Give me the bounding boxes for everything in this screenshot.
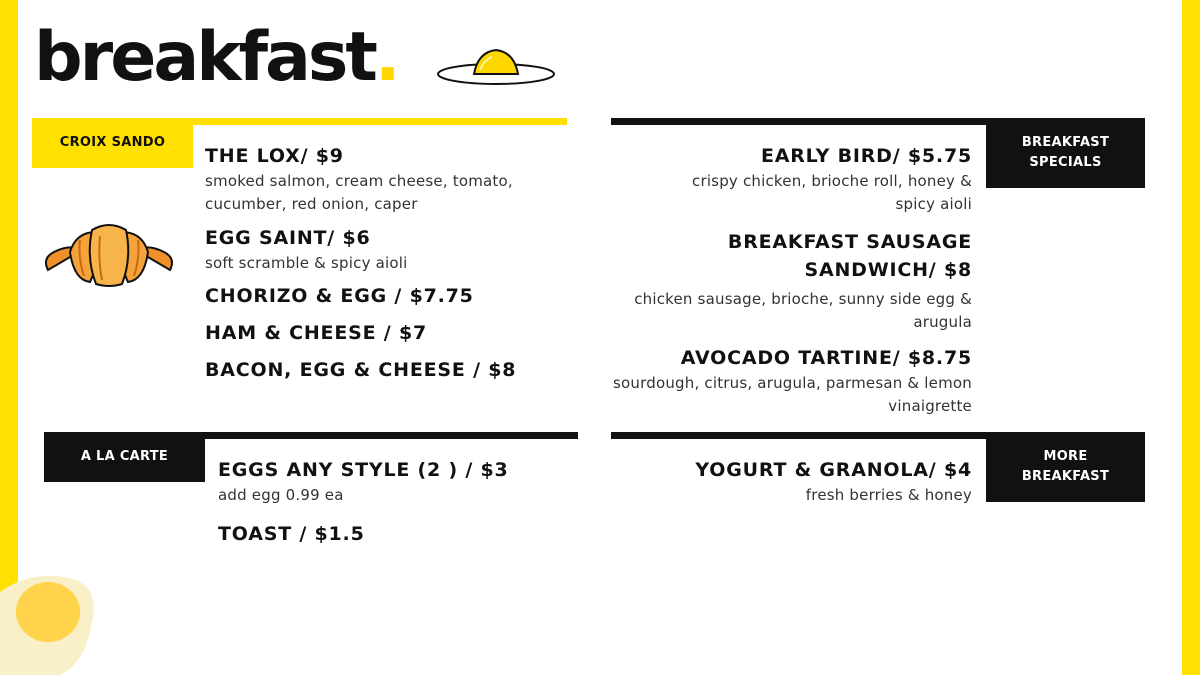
menu-item-ham-cheese: [205, 319, 565, 347]
item-description: fresh berries & honey: [805, 486, 972, 504]
menu-item-bacon-egg-cheese: [205, 356, 565, 384]
item-description: add egg 0.99 ea: [218, 486, 344, 504]
item-name: YOGURT & GRANOLA/ $4: [695, 459, 972, 481]
item-description: smoked salmon, cream cheese, tomato, cucumber, red onion, caper: [205, 172, 513, 213]
item-description: crispy chicken, brioche roll, honey & spicy aioli: [692, 172, 972, 213]
item-name: HAM & CHEESE / $7: [205, 322, 427, 344]
item-name: AVOCADO TARTINE/ $8.75: [680, 347, 972, 369]
label-line: BREAKFAST: [1021, 469, 1110, 484]
menu-item-egg-saint: [205, 224, 565, 275]
menu-item-early-bird: [611, 142, 972, 216]
menu-item-eggs-any-style: [218, 456, 578, 507]
item-name: EGG SAINT/ $6: [205, 227, 371, 249]
croix-sando-label: CROIX SANDO: [32, 118, 193, 168]
item-name: SANDWICH/ $8: [804, 259, 972, 281]
more-breakfast-label: [986, 432, 1145, 502]
item-name: TOAST / $1.5: [218, 523, 365, 545]
menu-item-breakfast-sausage-sandwich: [611, 228, 972, 334]
label-line: BREAKFAST: [1021, 135, 1110, 150]
title-text: breakfast: [34, 18, 375, 97]
croissant-icon: [40, 222, 178, 292]
fried-egg-icon: [436, 44, 558, 86]
label-line: MORE: [1043, 449, 1088, 464]
item-description: sourdough, citrus, arugula, parmesan & lemon vinaigrette: [613, 374, 972, 415]
menu-item-the-lox: [205, 142, 565, 216]
item-description: soft scramble & spicy aioli: [205, 254, 408, 272]
item-name: BREAKFAST SAUSAGE: [727, 231, 972, 253]
item-name: THE LOX/ $9: [205, 145, 344, 167]
breakfast-specials-label: [986, 118, 1145, 188]
menu-item-toast: [218, 520, 578, 548]
egg-corner-decoration: [0, 572, 100, 675]
item-name: CHORIZO & EGG / $7.75: [205, 285, 474, 307]
item-description: chicken sausage, brioche, sunny side egg & arugula: [634, 290, 972, 331]
page-title: [34, 14, 398, 102]
right-accent-bar: [1182, 0, 1200, 675]
item-name: EGGS ANY STYLE (2 ) / $3: [218, 459, 509, 481]
a-la-carte-label: A LA CARTE: [44, 432, 205, 482]
title-dot: .: [374, 18, 398, 97]
label-line: SPECIALS: [1029, 155, 1102, 170]
menu-item-chorizo-egg: [205, 282, 565, 310]
item-name: EARLY BIRD/ $5.75: [760, 145, 972, 167]
item-name: BACON, EGG & CHEESE / $8: [205, 359, 517, 381]
menu-item-avocado-tartine: [611, 344, 972, 418]
menu-item-yogurt-granola: [611, 456, 972, 507]
